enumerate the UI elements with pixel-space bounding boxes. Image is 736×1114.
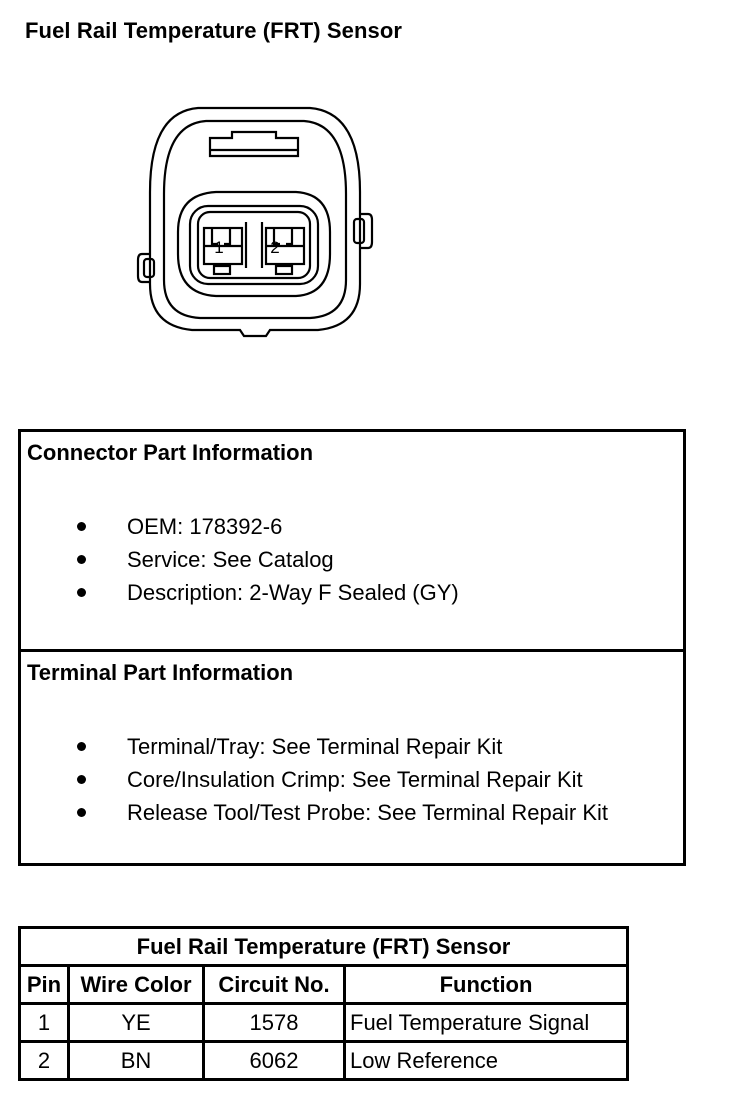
column-header-wire-color: Wire Color: [69, 966, 204, 1004]
table-row: [20, 1004, 628, 1042]
table-title-row: [20, 928, 628, 966]
page-title: Fuel Rail Temperature (FRT) Sensor: [25, 18, 403, 43]
bullet-icon: [77, 775, 86, 784]
bullet-icon: [77, 522, 86, 531]
bullet-icon: [77, 808, 86, 817]
circuit-cell: 1578: [204, 1004, 345, 1042]
terminal-info-heading: Terminal Part Information: [27, 660, 294, 685]
bullet-icon: [77, 555, 86, 564]
pin-cell: 2: [20, 1042, 69, 1080]
pin-label-1: 1: [214, 238, 224, 257]
bullet-icon: [77, 588, 86, 597]
terminal-part-information: Terminal Part Information Terminal/Tray: See Terminal Repair Kit Core/Insulation Crimp: See Terminal Repair Kit Release Tool/Test Probe: See Terminal Repair Kit: [27, 660, 608, 825]
table-row: [20, 1042, 628, 1080]
wire-color-cell: YE: [69, 1004, 204, 1042]
part-information-box: [18, 429, 686, 866]
table-title: Fuel Rail Temperature (FRT) Sensor: [20, 928, 628, 966]
bullet-icon: [77, 742, 86, 751]
wire-color-cell: BN: [69, 1042, 204, 1080]
column-header-pin: Pin: [20, 966, 69, 1004]
circuit-cell: 6062: [204, 1042, 345, 1080]
pin-label-2: 2: [270, 238, 280, 257]
pin-function-table: [18, 926, 629, 1081]
table-header-row: [20, 966, 628, 1004]
pin-cell: 1: [20, 1004, 69, 1042]
top-lock: [210, 132, 298, 156]
connector-info-heading: Connector Part Information: [27, 440, 314, 465]
connector-part-information: Connector Part Information OEM: 178392-6 Service: See Catalog Description: 2-Way F Sealed (GY): [21, 432, 683, 652]
function-cell: Fuel Temperature Signal: [345, 1004, 628, 1042]
connector-face-diagram: [120, 104, 388, 344]
column-header-function: Function: [345, 966, 628, 1004]
function-cell: Low Reference: [345, 1042, 628, 1080]
column-header-circuit: Circuit No.: [204, 966, 345, 1004]
